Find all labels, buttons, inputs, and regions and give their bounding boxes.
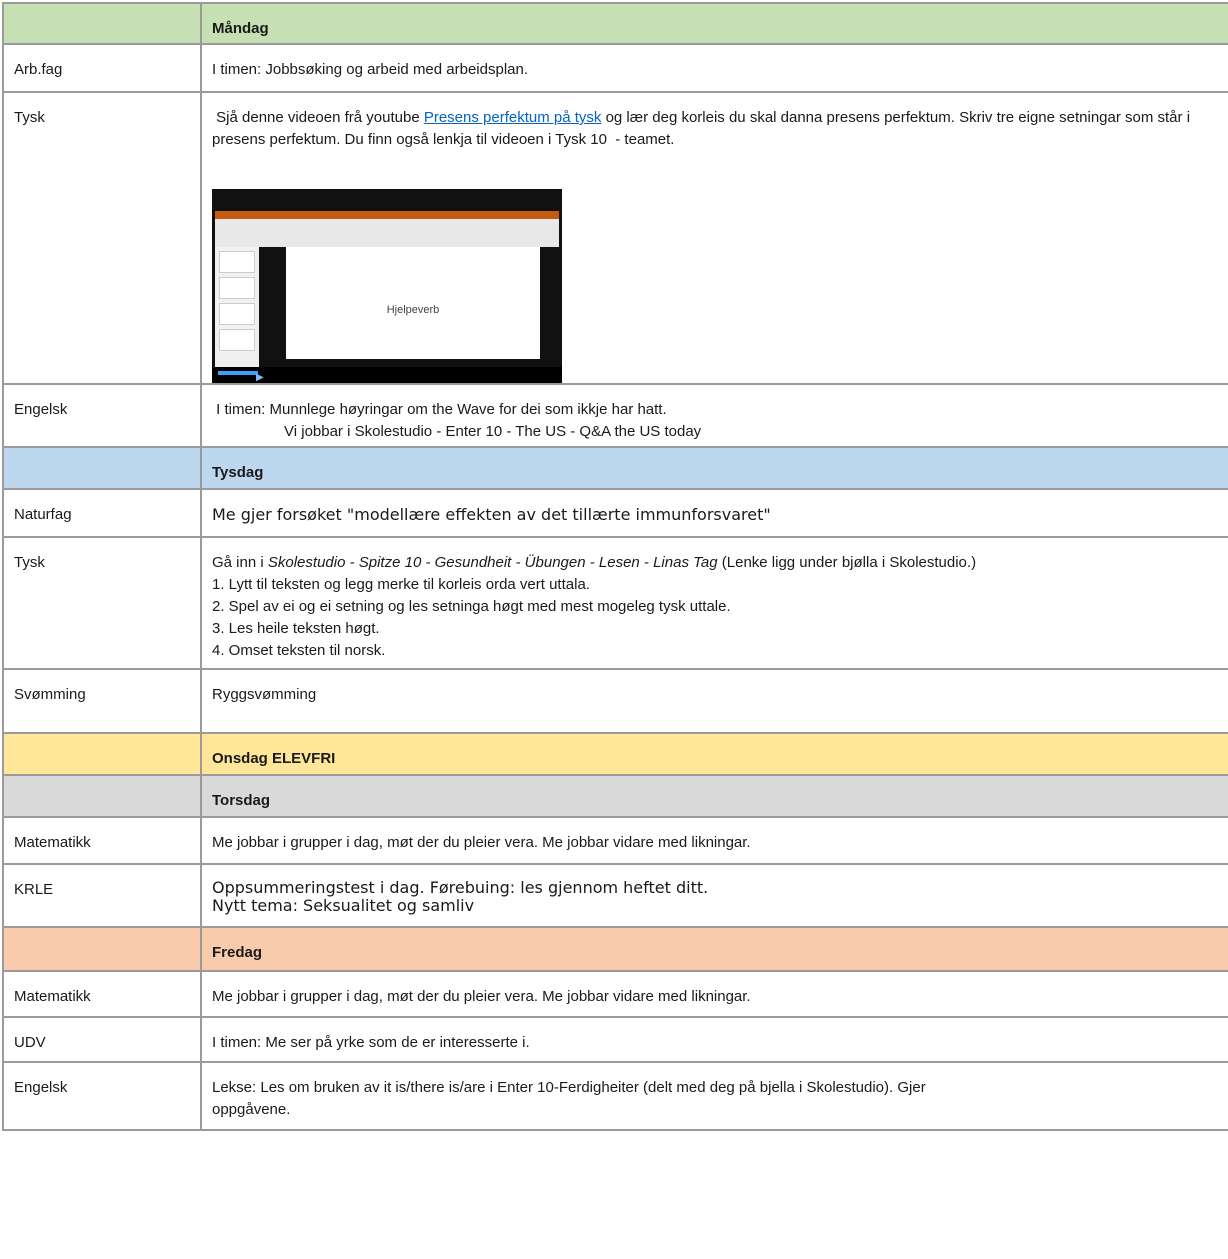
- video-thumbnail[interactable]: [212, 189, 562, 383]
- table-row: [3, 971, 1228, 1017]
- table-row: [3, 1017, 1228, 1062]
- subject-label: Arb.fag: [14, 61, 63, 78]
- table-row: [3, 1062, 1228, 1130]
- lesson-text: Me jobbar i grupper i dag, møt der du pleier vera. Me jobbar vidare med likningar.: [212, 988, 751, 1005]
- subject-label: Matematikk: [14, 834, 91, 851]
- lesson-intro: [212, 552, 1228, 574]
- list-item: 3. Les heile teksten høgt.: [212, 620, 380, 637]
- youtube-video-link[interactable]: Presens perfektum på tysk: [423, 109, 602, 126]
- day-header-torsdag: [3, 775, 1228, 817]
- table-row: [3, 92, 1228, 384]
- day-header-fredag: [3, 927, 1228, 971]
- subject-label: Tysk: [14, 554, 45, 571]
- weekly-plan-table: [2, 2, 1228, 1131]
- video-slide: [286, 247, 540, 359]
- day-title: Torsdag: [212, 792, 271, 809]
- day-header-tysdag: [3, 447, 1228, 489]
- lesson-content: [212, 865, 1228, 926]
- day-title: Måndag: [212, 20, 269, 37]
- intro-text: Gå inn i: [212, 554, 268, 571]
- lesson-content: [212, 538, 1228, 668]
- lesson-text: Lekse: Les om bruken av it is/there is/are i Enter 10-Ferdigheiter (delt med deg på bjella i Skolestudio). Gjer oppgåvene.: [212, 1079, 926, 1118]
- table-row: [3, 489, 1228, 537]
- video-controls[interactable]: [212, 367, 562, 383]
- subject-label: Naturfag: [14, 506, 72, 523]
- list-item: 2. Spel av ei og ei setning og les setninga høgt med mest mogeleg tysk uttale.: [212, 598, 731, 615]
- list-item: 1. Lytt til teksten og legg merke til korleis orda vert uttala.: [212, 576, 590, 593]
- lesson-line: Nytt tema: Seksualitet og samliv: [212, 896, 475, 915]
- table-row: [3, 669, 1228, 733]
- lesson-content: [212, 385, 1228, 446]
- lesson-text: I timen: Jobbsøking og arbeid med arbeidsplan.: [212, 61, 529, 78]
- lesson-text: Me jobbar i grupper i dag, møt der du pleier vera. Me jobbar vidare med likningar.: [212, 834, 751, 851]
- video-ribbon: [215, 211, 559, 247]
- lesson-content: [212, 93, 1228, 383]
- lesson-text: Ryggsvømming: [212, 686, 317, 703]
- day-header-mandag: [3, 3, 1228, 44]
- day-header-onsdag: [3, 733, 1228, 775]
- intro-note: (Lenke ligg under bjølla i Skolestudio.): [717, 554, 977, 571]
- play-icon[interactable]: ▶: [256, 372, 264, 383]
- table-row: [3, 384, 1228, 447]
- lesson-text: Me gjer forsøket "modellære effekten av det tillærte immunforsvaret": [212, 505, 771, 524]
- table-row: [3, 537, 1228, 669]
- table-row: [3, 44, 1228, 92]
- list-item: 4. Omset teksten til norsk.: [212, 642, 386, 659]
- subject-label: KRLE: [14, 881, 54, 898]
- lesson-text: I timen: Me ser på yrke som de er interesserte i.: [212, 1034, 530, 1051]
- lesson-text-after: og lær deg korleis du skal danna presens perfektum. Skriv tre eigne setningar som står i presens perfektum. Du finn også lenkja til videoen i Tysk 10 - teamet.: [212, 109, 1195, 148]
- lesson-line: Oppsummeringstest i dag. Førebuing: les gjennom heftet ditt.: [212, 878, 709, 897]
- video-slide-title: Hjelpeverb: [386, 304, 440, 316]
- day-title: Onsdag ELEVFRI: [212, 750, 336, 767]
- intro-path: Skolestudio - Spitze 10 - Gesundheit - Übungen - Lesen - Linas Tag: [267, 554, 718, 571]
- table-row: [3, 817, 1228, 864]
- subject-label: Tysk: [14, 109, 45, 126]
- day-title: Fredag: [212, 944, 263, 961]
- lesson-line: Vi jobbar i Skolestudio - Enter 10 - The US - Q&A the US today: [284, 423, 702, 440]
- table-row: [3, 864, 1228, 927]
- lesson-line: I timen: Munnlege høyringar om the Wave for dei som ikkje har hatt.: [212, 401, 667, 418]
- subject-label: Matematikk: [14, 988, 91, 1005]
- day-title: Tysdag: [212, 464, 264, 481]
- subject-label: Engelsk: [14, 1079, 68, 1096]
- subject-label: UDV: [14, 1034, 46, 1051]
- subject-label: Svømming: [14, 686, 86, 703]
- lesson-text-before: Sjå denne videoen frå youtube: [212, 109, 424, 126]
- video-slide-panel: [215, 247, 259, 367]
- subject-label: Engelsk: [14, 401, 68, 418]
